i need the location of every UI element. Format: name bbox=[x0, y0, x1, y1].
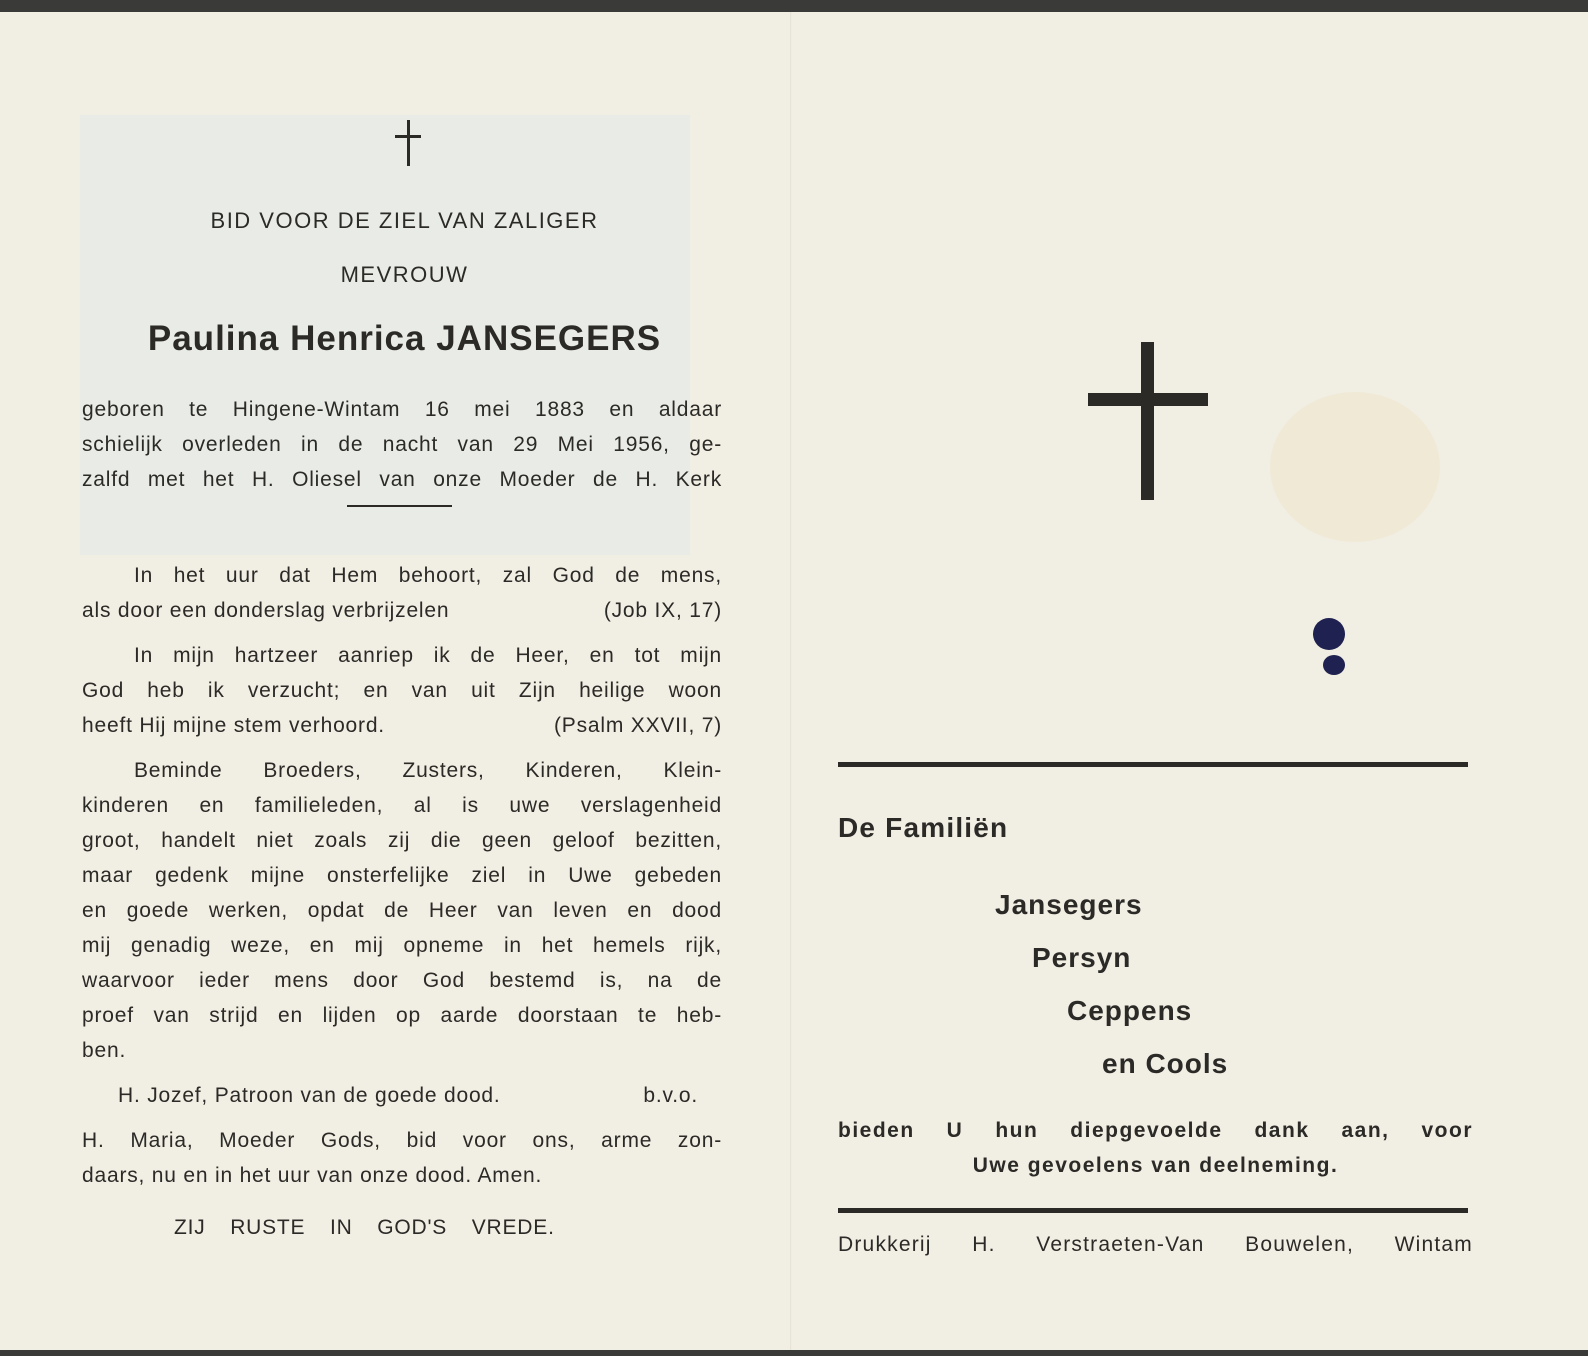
exhort-line-7: waarvoor ieder mens door God bestemd is, na de bbox=[82, 969, 722, 992]
verse2-line-2: God heb ik verzucht; en van uit Zijn heilige woon bbox=[82, 679, 722, 702]
closing-line: ZIJ RUSTE IN GOD'S VREDE. bbox=[174, 1216, 555, 1239]
exhort-line-2: kinderen en familieleden, al is uwe verslagenheid bbox=[82, 794, 722, 817]
prayer-jozef-abbr: b.v.o. bbox=[643, 1084, 698, 1107]
verse1-reference: (Job IX, 17) bbox=[603, 599, 722, 622]
divider-top bbox=[838, 762, 1468, 767]
divider-small bbox=[347, 505, 452, 507]
exhort-line-8: proef van strijd en lijden op aarde doorstaan te heb- bbox=[82, 1004, 722, 1027]
verse1-text: als door een donderslag verbrijzelen bbox=[82, 599, 450, 622]
verse1-line-2 bbox=[82, 593, 722, 628]
small-cross-icon bbox=[395, 120, 421, 166]
large-cross-icon bbox=[1088, 342, 1208, 500]
printer-credit: Drukkerij H. Verstraeten-Van Bouwelen, Wintam bbox=[838, 1233, 1473, 1256]
exhort-line-6: mij genadig weze, en mij opneme in het hemels rijk, bbox=[82, 934, 722, 957]
birth-line-3: zalfd met het H. Oliesel van onze Moeder de H. Kerk bbox=[82, 468, 722, 491]
prayer-heading: BID VOOR DE ZIEL VAN ZALIGER bbox=[210, 208, 599, 233]
prayer-maria-line-2: daars, nu en in het uur van onze dood. Amen. bbox=[82, 1164, 543, 1187]
ink-dot-large bbox=[1313, 618, 1345, 650]
verse2-line-3 bbox=[82, 708, 722, 743]
family-name-2: Persyn bbox=[1032, 942, 1132, 973]
birth-line-1: geboren te Hingene-Wintam 16 mei 1883 en aldaar bbox=[82, 398, 722, 421]
verse2-reference: (Psalm XXVII, 7) bbox=[553, 714, 722, 737]
exhort-line-5: en goede werken, opdat de Heer van leven en dood bbox=[82, 899, 722, 922]
family-name-4: en Cools bbox=[1102, 1048, 1229, 1079]
thanks-line-2: Uwe gevoelens van deelneming. bbox=[972, 1154, 1339, 1177]
title-mevrouw: MEVROUW bbox=[340, 262, 469, 287]
families-title: De Familiën bbox=[838, 812, 1009, 843]
ink-dot-small bbox=[1323, 655, 1345, 675]
divider-bottom bbox=[838, 1208, 1468, 1213]
verse1-line-1: In het uur dat Hem behoort, zal God de mens, bbox=[134, 564, 722, 587]
prayer-jozef-text: H. Jozef, Patroon van de goede dood. bbox=[118, 1084, 501, 1107]
exhort-line-3: groot, handelt niet zoals zij die geen geloof bezitten, bbox=[82, 829, 722, 852]
exhort-line-9: ben. bbox=[82, 1039, 127, 1062]
family-name-3: Ceppens bbox=[1067, 995, 1193, 1026]
memorial-card bbox=[0, 12, 1588, 1350]
exhort-line-4: maar gedenk mijne onsterfelijke ziel in Uwe gebeden bbox=[82, 864, 722, 887]
prayer-maria-line-1: H. Maria, Moeder Gods, bid voor ons, arme zon- bbox=[82, 1129, 722, 1152]
verse2-text: heeft Hij mijne stem verhoord. bbox=[82, 714, 385, 737]
paper-stain bbox=[1270, 392, 1440, 542]
bottom-border bbox=[0, 1350, 1588, 1356]
verse2-line-1: In mijn hartzeer aanriep ik de Heer, en tot mijn bbox=[134, 644, 722, 667]
prayer-jozef bbox=[118, 1078, 698, 1113]
family-name-1: Jansegers bbox=[995, 889, 1143, 920]
birth-line-2: schielijk overleden in de nacht van 29 Mei 1956, ge- bbox=[82, 433, 722, 456]
top-border bbox=[0, 0, 1588, 12]
card-fold bbox=[790, 12, 792, 1350]
exhort-line-1: Beminde Broeders, Zusters, Kinderen, Klein- bbox=[134, 759, 722, 782]
deceased-name: Paulina Henrica JANSEGERS bbox=[147, 319, 662, 358]
thanks-line-1: bieden U hun diepgevoelde dank aan, voor bbox=[838, 1119, 1473, 1142]
